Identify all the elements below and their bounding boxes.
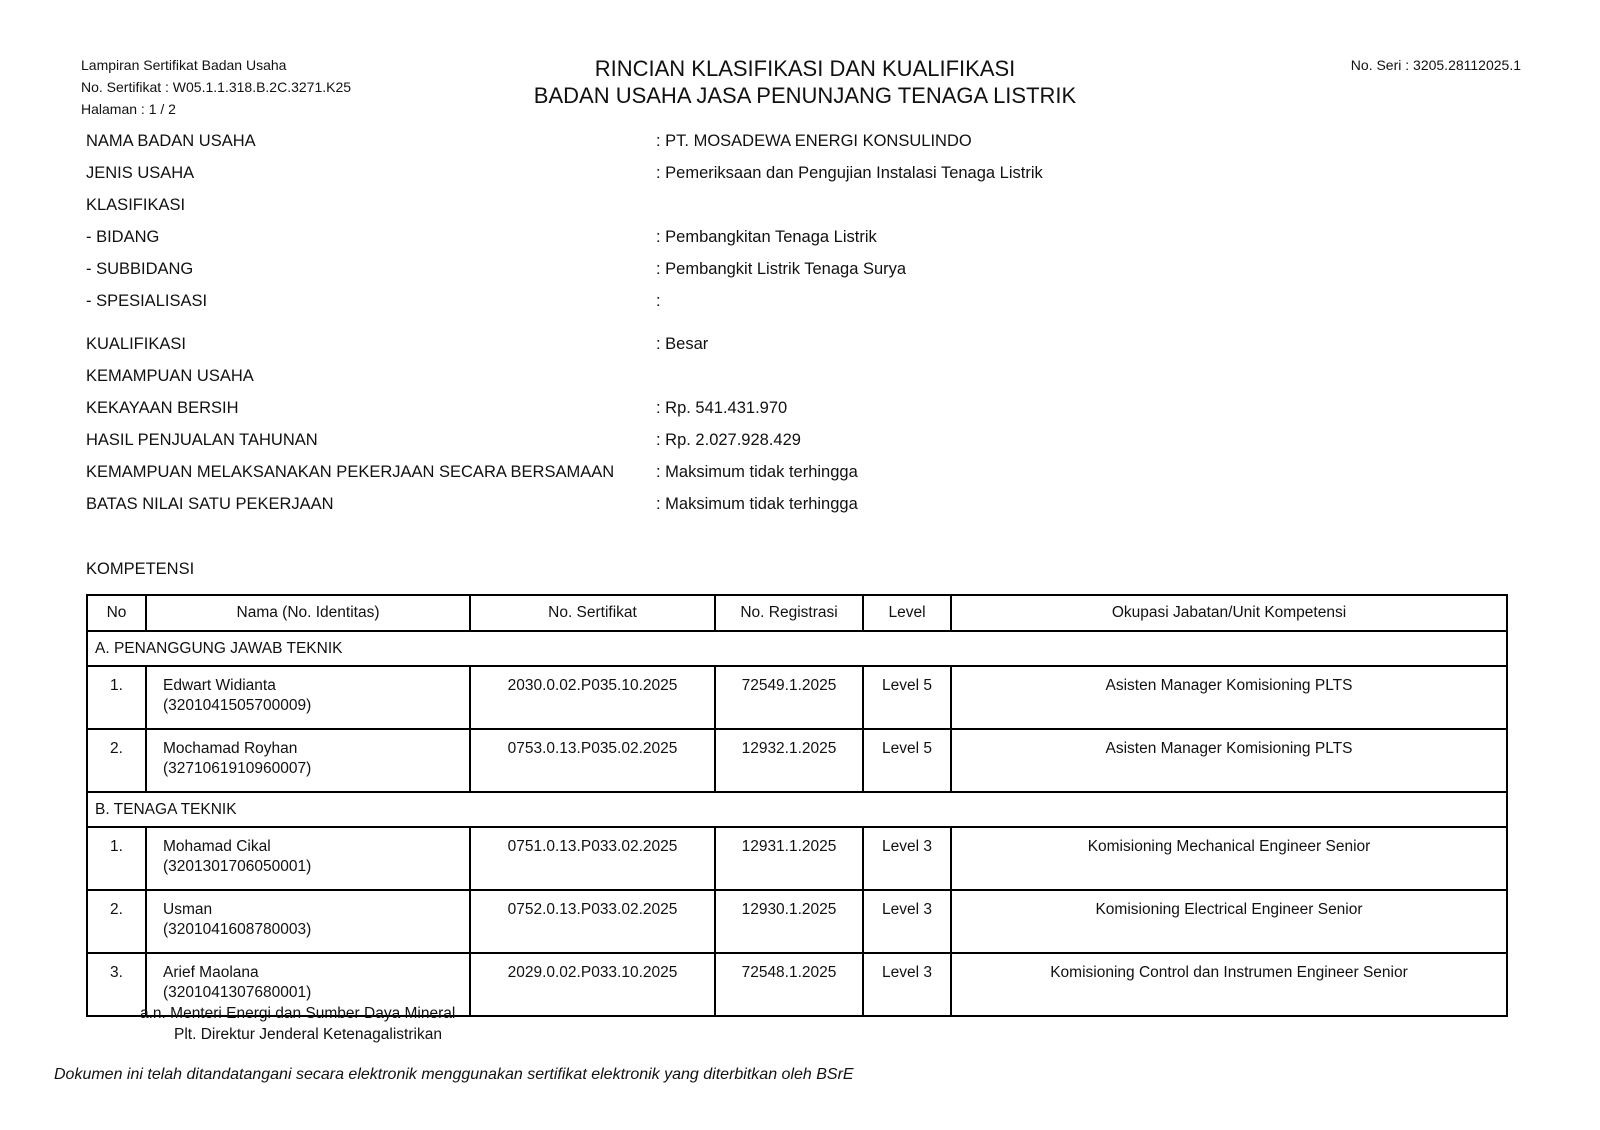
info-value: : Rp. 541.431.970 bbox=[656, 398, 788, 417]
cell-sertifikat: 0753.0.13.P035.02.2025 bbox=[470, 729, 715, 792]
info-value: : Pembangkitan Tenaga Listrik bbox=[656, 227, 877, 246]
info-value: : PT. MOSADEWA ENERGI KONSULINDO bbox=[656, 131, 972, 150]
certificate-number: No. Sertifikat : W05.1.1.318.B.2C.3271.K25 bbox=[81, 79, 352, 95]
table-row bbox=[87, 666, 1507, 729]
cell-no: 1. bbox=[87, 827, 146, 890]
signature-block bbox=[140, 1003, 455, 1045]
title-line-1: RINCIAN KLASIFIKASI DAN KUALIFIKASI bbox=[594, 56, 1016, 81]
person-name: Usman bbox=[163, 901, 213, 918]
cell-okupasi: Komisioning Control dan Instrumen Engineer Senior bbox=[951, 953, 1507, 1016]
cell-level: Level 3 bbox=[863, 827, 951, 890]
person-id: (3201301706050001) bbox=[163, 858, 312, 875]
info-value: : Rp. 2.027.928.429 bbox=[656, 430, 801, 449]
column-header-sertifikat: No. Sertifikat bbox=[470, 595, 715, 631]
table-header-row bbox=[87, 595, 1507, 631]
column-header-nama: Nama (No. Identitas) bbox=[146, 595, 470, 631]
signatory-title: Plt. Direktur Jenderal Ketenagalistrikan bbox=[174, 1026, 442, 1043]
column-header-no: No bbox=[87, 595, 146, 631]
cell-no: 2. bbox=[87, 729, 146, 792]
person-name: Edwart Widianta bbox=[163, 677, 276, 694]
cell-sertifikat: 2029.0.02.P033.10.2025 bbox=[470, 953, 715, 1016]
cell-no: 3. bbox=[87, 953, 146, 1016]
column-header-level: Level bbox=[863, 595, 951, 631]
info-label: KEKAYAAN BERSIH bbox=[86, 398, 239, 417]
info-label: JENIS USAHA bbox=[86, 163, 195, 182]
cell-no: 1. bbox=[87, 666, 146, 729]
electronic-signature-note: Dokumen ini telah ditandatangani secara elektronik menggunakan sertifikat elektronik yang diterbitkan oleh BSrE bbox=[54, 1066, 854, 1083]
attachment-header bbox=[81, 54, 351, 120]
cell-level: Level 5 bbox=[863, 729, 951, 792]
cell-registrasi: 12931.1.2025 bbox=[715, 827, 863, 890]
cell-nama bbox=[146, 827, 470, 890]
info-row-kualifikasi bbox=[86, 328, 1506, 360]
cell-sertifikat: 2030.0.02.P035.10.2025 bbox=[470, 666, 715, 729]
info-row-nama bbox=[86, 125, 1506, 157]
info-label: - SPESIALISASI bbox=[86, 291, 208, 310]
column-header-registrasi: No. Registrasi bbox=[715, 595, 863, 631]
person-name: Arief Maolana bbox=[163, 964, 259, 981]
cell-registrasi: 12930.1.2025 bbox=[715, 890, 863, 953]
page-number: Halaman : 1 / 2 bbox=[81, 101, 176, 117]
info-label: NAMA BADAN USAHA bbox=[86, 131, 256, 150]
table-row bbox=[87, 827, 1507, 890]
cell-sertifikat: 0752.0.13.P033.02.2025 bbox=[470, 890, 715, 953]
person-id: (3201041608780003) bbox=[163, 921, 312, 938]
cell-registrasi: 72548.1.2025 bbox=[715, 953, 863, 1016]
info-label: - SUBBIDANG bbox=[86, 259, 194, 278]
info-value: : Maksimum tidak terhingga bbox=[656, 494, 858, 513]
info-row-spesialisasi bbox=[86, 285, 1506, 317]
section-row bbox=[87, 792, 1507, 827]
signatory-on-behalf: a.n. Menteri Energi dan Sumber Daya Mineral bbox=[140, 1005, 456, 1022]
info-value: : Pembangkit Listrik Tenaga Surya bbox=[656, 259, 907, 278]
info-label: BATAS NILAI SATU PEKERJAAN bbox=[86, 494, 334, 513]
info-row-klasifikasi bbox=[86, 189, 1506, 221]
attachment-title: Lampiran Sertifikat Badan Usaha bbox=[81, 57, 287, 73]
info-row-kemampuan-usaha bbox=[86, 360, 1506, 392]
kompetensi-heading: KOMPETENSI bbox=[86, 560, 195, 578]
info-row-batas-nilai bbox=[86, 488, 1506, 520]
serial-number: No. Seri : 3205.28112025.1 bbox=[1350, 57, 1521, 73]
cell-okupasi: Komisioning Electrical Engineer Senior bbox=[951, 890, 1507, 953]
info-row-subbidang bbox=[86, 253, 1506, 285]
cell-level: Level 5 bbox=[863, 666, 951, 729]
company-info bbox=[86, 125, 1506, 520]
info-row-jenis-usaha bbox=[86, 157, 1506, 189]
cell-okupasi: Komisioning Mechanical Engineer Senior bbox=[951, 827, 1507, 890]
info-label: KUALIFIKASI bbox=[86, 334, 186, 353]
cell-level: Level 3 bbox=[863, 953, 951, 1016]
title-line-2: BADAN USAHA JASA PENUNJANG TENAGA LISTRIK bbox=[533, 83, 1077, 108]
cell-sertifikat: 0751.0.13.P033.02.2025 bbox=[470, 827, 715, 890]
cell-no: 2. bbox=[87, 890, 146, 953]
section-row bbox=[87, 631, 1507, 666]
info-row-hasil-penjualan bbox=[86, 424, 1506, 456]
column-header-okupasi: Okupasi Jabatan/Unit Kompetensi bbox=[951, 595, 1507, 631]
cell-nama bbox=[146, 729, 470, 792]
table-row bbox=[87, 890, 1507, 953]
kompetensi-table bbox=[86, 594, 1508, 1017]
info-label: KEMAMPUAN MELAKSANAKAN PEKERJAAN SECARA BERSAMAAN bbox=[86, 462, 615, 481]
person-id: (3271061910960007) bbox=[163, 760, 312, 777]
info-row-kemampuan-bersamaan bbox=[86, 456, 1506, 488]
person-id: (3201041505700009) bbox=[163, 697, 312, 714]
cell-registrasi: 72549.1.2025 bbox=[715, 666, 863, 729]
info-value: : bbox=[656, 291, 661, 310]
info-value: : Pemeriksaan dan Pengujian Instalasi Tenaga Listrik bbox=[656, 163, 1043, 182]
info-value: : Maksimum tidak terhingga bbox=[656, 462, 858, 481]
info-row-bidang bbox=[86, 221, 1506, 253]
person-name: Mohamad Cikal bbox=[163, 838, 271, 855]
section-title-penanggung-jawab: A. PENANGGUNG JAWAB TEKNIK bbox=[87, 631, 1507, 666]
info-value: : Besar bbox=[656, 334, 709, 353]
section-title-tenaga-teknik: B. TENAGA TEKNIK bbox=[87, 792, 1507, 827]
person-name: Mochamad Royhan bbox=[163, 740, 298, 757]
cell-okupasi: Asisten Manager Komisioning PLTS bbox=[951, 666, 1507, 729]
info-label: KLASIFIKASI bbox=[86, 195, 186, 214]
cell-level: Level 3 bbox=[863, 890, 951, 953]
document-title bbox=[400, 55, 1210, 109]
person-id: (3201041307680001) bbox=[163, 984, 312, 1001]
cell-nama bbox=[146, 666, 470, 729]
info-label: KEMAMPUAN USAHA bbox=[86, 366, 254, 385]
cell-nama bbox=[146, 890, 470, 953]
cell-registrasi: 12932.1.2025 bbox=[715, 729, 863, 792]
table-row bbox=[87, 729, 1507, 792]
cell-okupasi: Asisten Manager Komisioning PLTS bbox=[951, 729, 1507, 792]
info-row-kekayaan-bersih bbox=[86, 392, 1506, 424]
info-label: - BIDANG bbox=[86, 227, 160, 246]
info-label: HASIL PENJUALAN TAHUNAN bbox=[86, 430, 318, 449]
